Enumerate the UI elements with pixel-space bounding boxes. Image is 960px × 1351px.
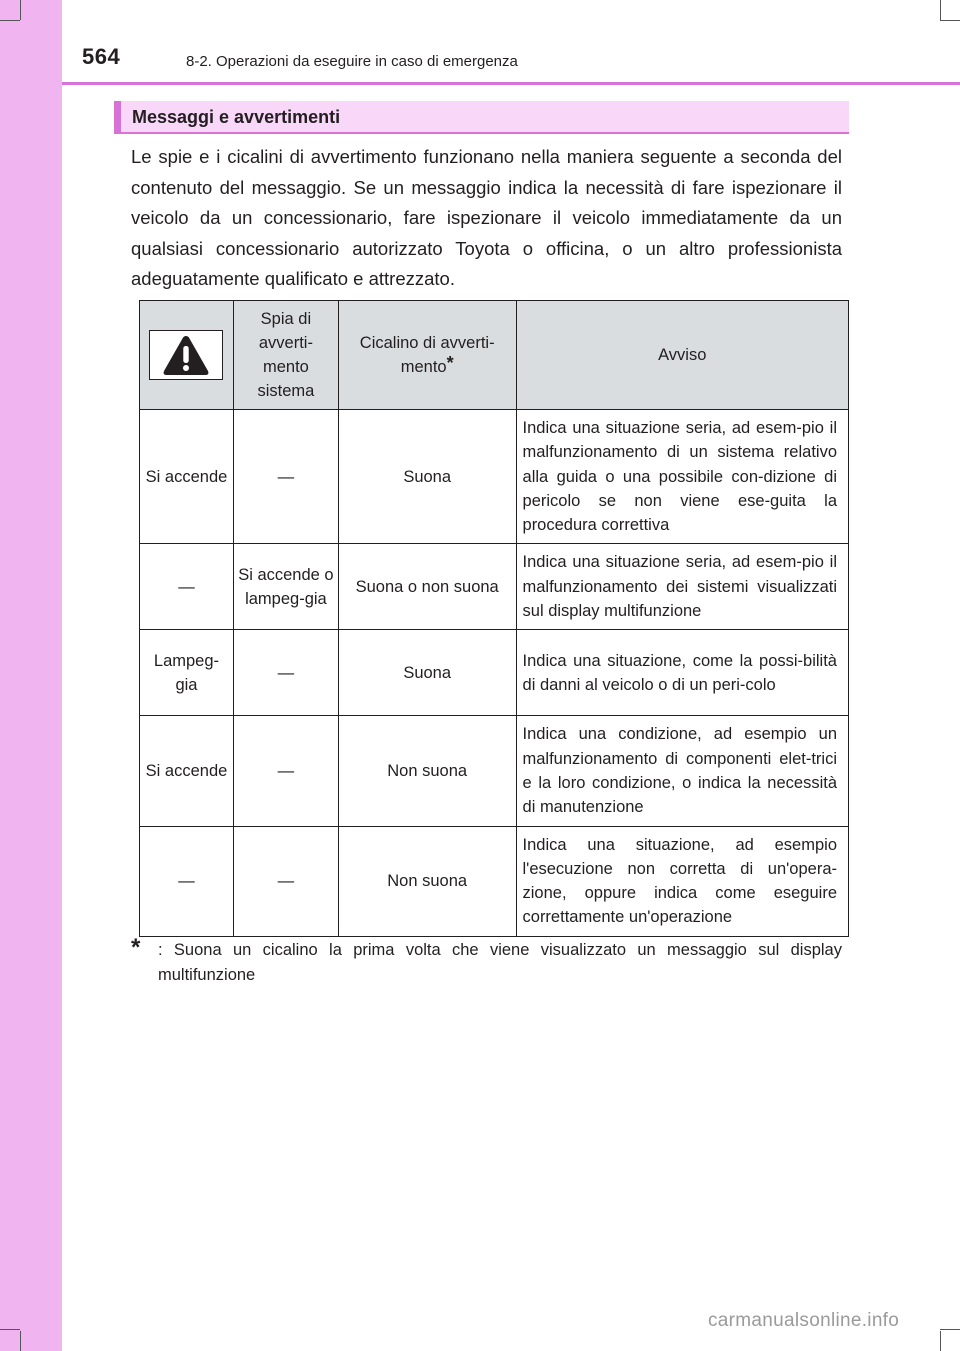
footnote-text: : Suona un cicalino la prima volta che viene visualizzato un messaggio sul display multifunzione <box>158 941 842 984</box>
cell-indicator: — <box>140 826 234 936</box>
cell-system-light: — <box>233 410 338 544</box>
cell-system-light: — <box>233 716 338 826</box>
table-row <box>140 826 849 936</box>
watermark: carmanualsonline.info <box>708 1310 900 1331</box>
header-notice: Avviso <box>516 301 848 410</box>
cell-notice: Indica una situazione, ad esempio l'esecuzione non corretta di un'opera-zione, oppure indica come eseguire correttamente un'operazione <box>516 826 848 936</box>
cell-indicator: Si accende <box>140 410 234 544</box>
table-row <box>140 410 849 544</box>
crop-mark <box>940 0 941 20</box>
crop-mark <box>20 0 21 20</box>
crop-mark <box>20 1331 21 1351</box>
section-heading: Messaggi e avvertimenti <box>114 101 849 134</box>
cell-buzzer: Suona <box>338 410 516 544</box>
page-number: 564 <box>82 44 121 69</box>
cell-system-light: — <box>233 630 338 716</box>
cell-buzzer: Non suona <box>338 826 516 936</box>
header-rule <box>62 82 960 85</box>
header-system-light: Spia di avverti-mento sistema <box>233 301 338 410</box>
header-icon-cell <box>140 301 234 410</box>
cell-system-light: Si accende o lampeg-gia <box>233 544 338 630</box>
footnote-mark: * <box>131 934 141 961</box>
cell-buzzer: Suona o non suona <box>338 544 516 630</box>
cell-notice: Indica una condizione, ad esempio un malfunzionamento di componenti elet-trici e la loro condizione, o indica la necessità di manutenzione <box>516 716 848 826</box>
header-buzzer <box>338 301 516 410</box>
warning-message-table <box>139 300 849 937</box>
header-buzzer-label: Cicalino di avverti-mento <box>359 334 495 376</box>
crop-mark <box>940 20 960 21</box>
side-color-band <box>0 0 62 1351</box>
cell-buzzer: Non suona <box>338 716 516 826</box>
cell-system-light: — <box>233 826 338 936</box>
crop-mark <box>0 20 20 21</box>
cell-buzzer: Suona <box>338 630 516 716</box>
cell-indicator: — <box>140 544 234 630</box>
table-row <box>140 716 849 826</box>
cell-indicator: Si accende <box>140 716 234 826</box>
intro-paragraph: Le spie e i cicalini di avvertimento funzionano nella maniera seguente a seconda del contenuto del messaggio. Se un messaggio indica la necessità di fare ispezionare il veicolo da un concessionario, fare ispezionare il veicolo immediatamente da un qualsiasi concessionario autorizzato Toyota o officina, o un altro professionista adeguatamente qualificato e attrezzato. <box>131 146 842 289</box>
warning-triangle-icon <box>149 330 223 380</box>
footnote-asterisk: * <box>446 353 454 373</box>
table-row <box>140 630 849 716</box>
cell-indicator: Lampeg-gia <box>140 630 234 716</box>
footnote <box>131 934 842 987</box>
cell-notice: Indica una situazione seria, ad esem-pio il malfunzionamento di un sistema relativo alla guida o una possibile con-dizione di pericolo se non viene ese-guita la procedura correttiva <box>516 410 848 544</box>
table-header-row <box>140 301 849 410</box>
chapter-title: 8-2. Operazioni da eseguire in caso di emergenza <box>186 53 518 70</box>
cell-notice: Indica una situazione, come la possi-bilità di danni al veicolo o di un peri-colo <box>516 630 848 716</box>
crop-mark <box>0 1329 20 1330</box>
crop-mark <box>940 1329 960 1330</box>
table-row <box>140 544 849 630</box>
cell-notice: Indica una situazione seria, ad esem-pio il malfunzionamento dei sistemi visualizzati sul display multifunzione <box>516 544 848 630</box>
crop-mark <box>940 1331 941 1351</box>
